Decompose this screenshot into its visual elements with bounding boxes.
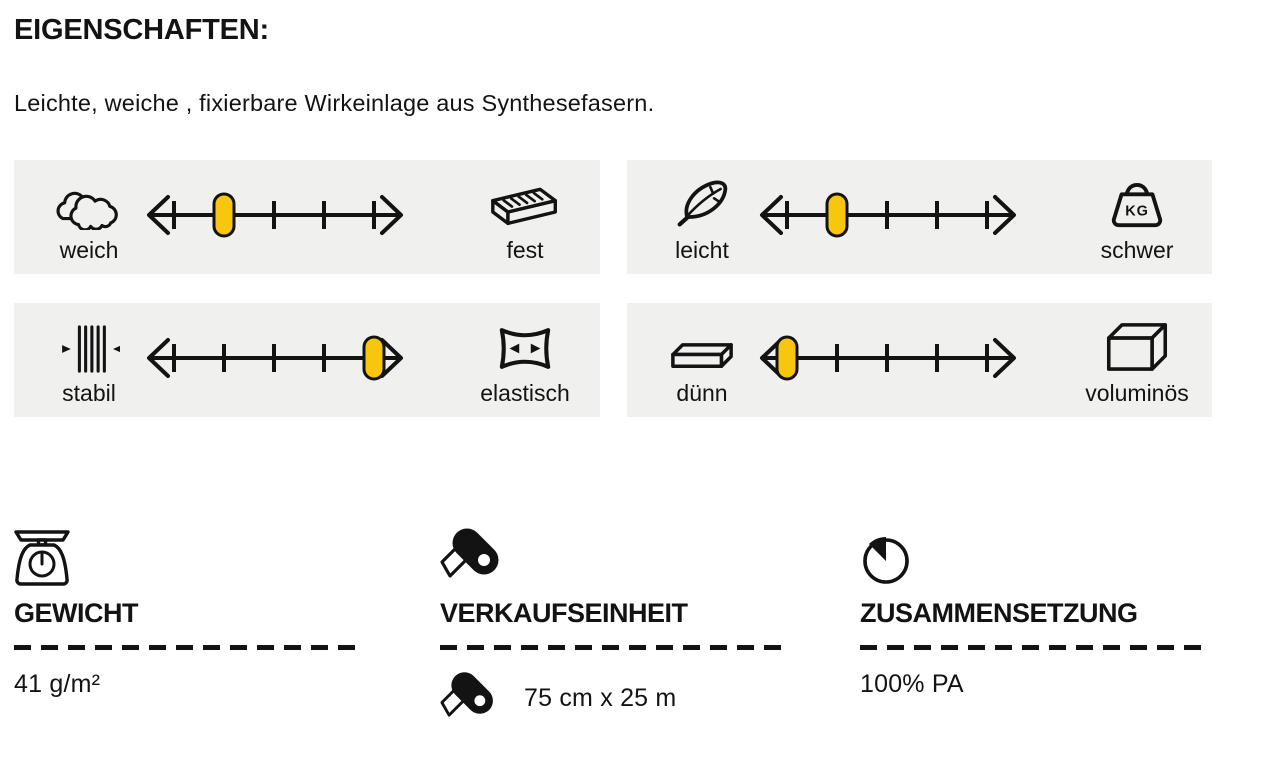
spec-gewicht (14, 522, 364, 699)
scale-marker (777, 337, 797, 379)
property-panel-weight (627, 160, 1212, 274)
scale-right-label: fest (506, 237, 544, 263)
spec-verkaufseinheit (440, 522, 790, 726)
spec-value: 100% PA (860, 670, 964, 698)
stretch-icon (497, 309, 553, 373)
spec-zusammensetzung (860, 522, 1210, 699)
property-right-side (1062, 303, 1212, 417)
feather-icon (673, 166, 731, 230)
kg-weight-icon (1109, 166, 1165, 230)
dashed-divider (440, 645, 790, 650)
property-scale (757, 330, 1019, 386)
property-panel-softness (14, 160, 600, 274)
brick-icon (489, 166, 561, 230)
compressed-lines-icon (58, 309, 120, 373)
dashed-divider (860, 645, 1210, 650)
dashed-divider (14, 645, 364, 650)
scale-left-label: dünn (676, 380, 728, 406)
spec-value: 41 g/m² (14, 670, 101, 698)
property-left-side (14, 303, 164, 417)
kg-icon-label: KG (1125, 203, 1149, 220)
property-scale (144, 330, 406, 386)
property-right-side (450, 303, 600, 417)
cube-box-icon (1105, 309, 1169, 373)
scale-left-label: leicht (675, 237, 729, 263)
property-scale (757, 187, 1019, 243)
kitchen-scale-icon (14, 522, 364, 588)
spec-heading: VERKAUFSEINHEIT (440, 598, 688, 628)
scale-left-label: stabil (62, 380, 116, 406)
spec-value-row (14, 670, 364, 699)
spec-value: 75 cm x 25 m (524, 683, 677, 712)
property-left-side (14, 160, 164, 274)
cloud-icon (56, 166, 122, 230)
property-scale (144, 187, 406, 243)
scale-right-label: elastisch (480, 380, 570, 406)
flat-box-icon (669, 309, 735, 373)
spec-heading: GEWICHT (14, 598, 138, 628)
property-right-side (1062, 160, 1212, 274)
scale-marker (364, 337, 384, 379)
property-left-side (627, 303, 777, 417)
product-description: Leichte, weiche , fixierbare Wirkeinlage aus Synthesefasern. (14, 90, 655, 116)
page-title: EIGENSCHAFTEN: (14, 14, 269, 46)
property-panel-stability (14, 303, 600, 417)
scale-left-label: weich (59, 237, 119, 263)
fabric-roll-icon (440, 670, 498, 726)
pie-chart-icon (860, 522, 1210, 588)
property-left-side (627, 160, 777, 274)
property-panel-volume (627, 303, 1212, 417)
scale-marker (214, 194, 234, 236)
scale-marker (827, 194, 847, 236)
spec-value-row (440, 670, 790, 726)
spec-heading: ZUSAMMENSETZUNG (860, 598, 1138, 628)
property-right-side (450, 160, 600, 274)
scale-right-label: voluminös (1085, 380, 1189, 406)
scale-right-label: schwer (1100, 237, 1174, 263)
spec-value-row (860, 670, 1210, 699)
fabric-roll-icon (440, 522, 790, 588)
